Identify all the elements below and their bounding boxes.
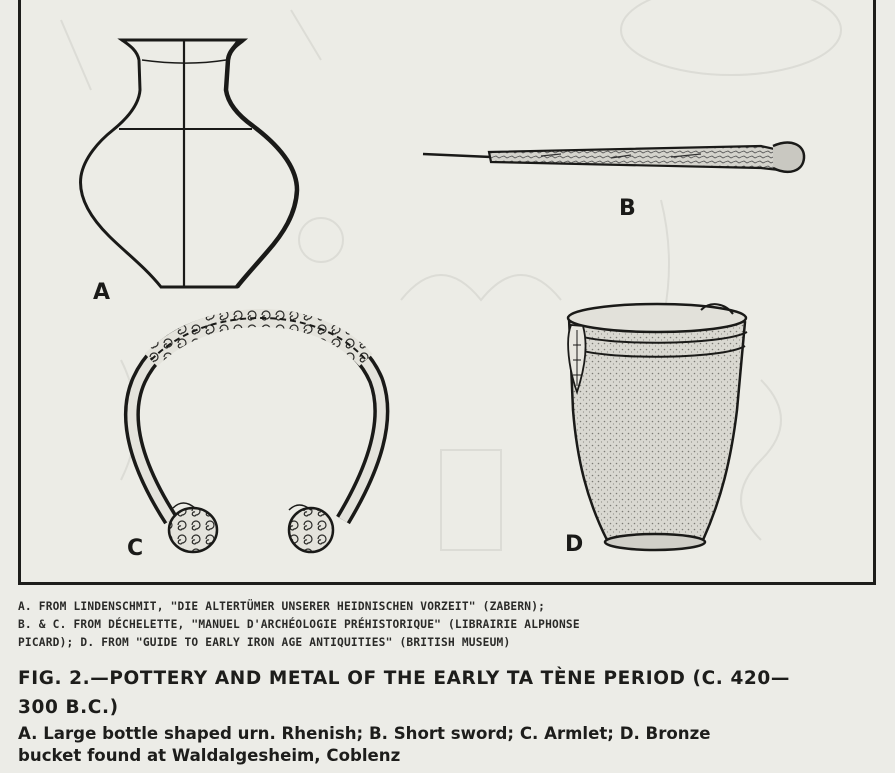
sword-drawing [423, 143, 804, 172]
figure-label-b: B [619, 196, 636, 221]
figure-label-a: A [93, 280, 111, 305]
figure-caption-line: bucket found at Waldalgesheim, Coblenz [18, 746, 401, 765]
figure-caption [18, 723, 883, 767]
figure-label-c: C [127, 536, 144, 561]
figure-illustration [21, 0, 873, 582]
armlet-drawing [132, 318, 382, 552]
source-line: A. FROM LINDENSCHMIT, "DIE ALTERTÜMER UNSERER HEIDNISCHEN VORZEIT" (ZABERN); [18, 600, 546, 613]
figure-title [18, 664, 883, 722]
source-line: PICARD); D. FROM "GUIDE TO EARLY IRON AGE ANTIQUITIES" (BRITISH MUSEUM) [18, 636, 511, 649]
bucket-drawing [568, 304, 747, 550]
figure-title-line: FIG. 2.—POTTERY AND METAL OF THE EARLY TA TÈNE PERIOD (C. 420— [18, 668, 790, 689]
figure-label-d: D [565, 532, 584, 557]
figure-title-line: 300 B.C.) [18, 697, 119, 718]
figure-sources [18, 598, 880, 652]
figure-caption-line: A. Large bottle shaped urn. Rhenish; B. Short sword; C. Armlet; D. Bronze [18, 724, 711, 743]
figure-plate [18, 0, 876, 585]
urn-drawing [81, 40, 297, 287]
source-line: B. & C. FROM DÉCHELETTE, "MANUEL D'ARCHÉOLOGIE PRÉHISTORIQUE" (LIBRAIRIE ALPHONSE [18, 618, 580, 631]
